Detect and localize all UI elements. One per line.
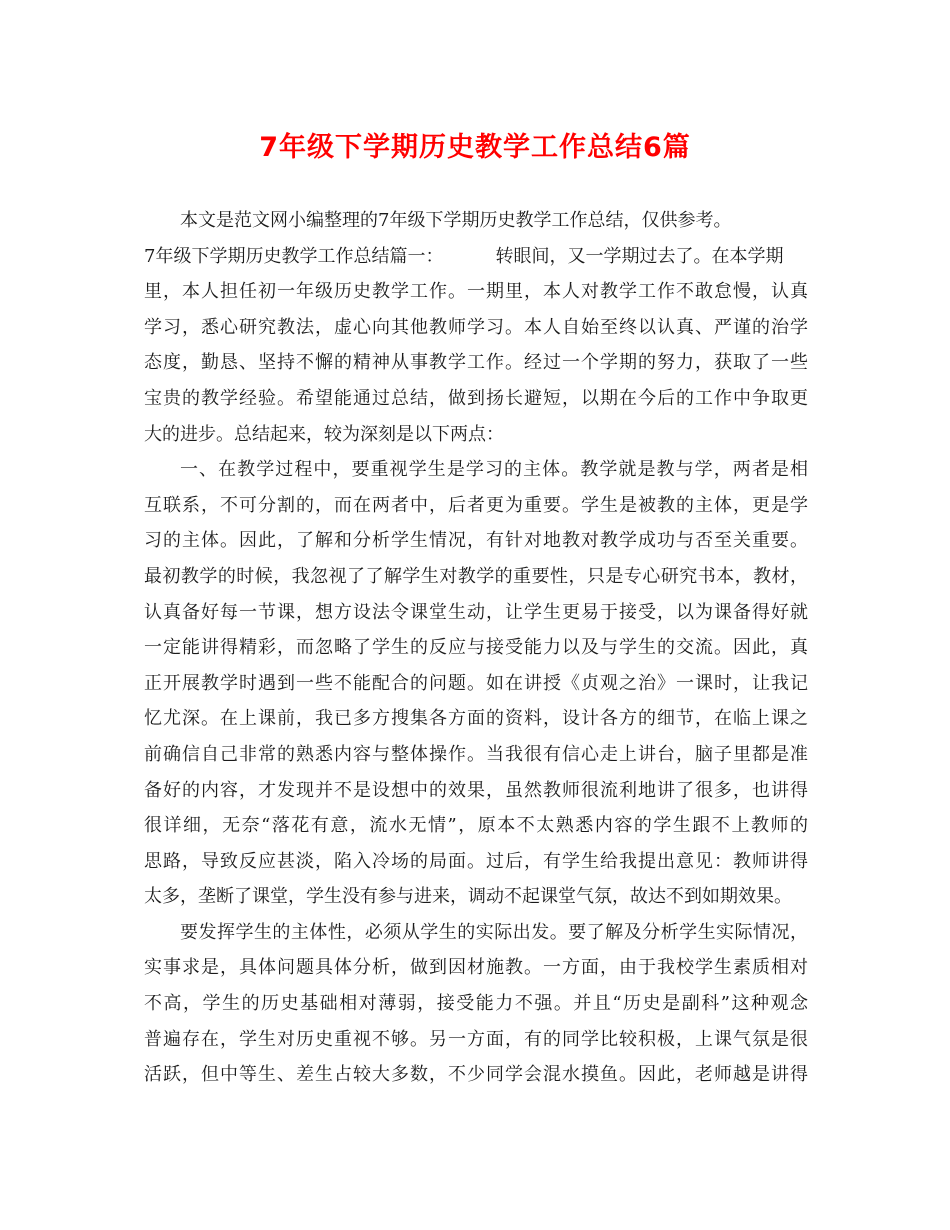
text-line: 思路，导致反应甚淡，陷入冷场的局面。过后，有学生给我提出意见：教师讲得 [144, 850, 808, 872]
text-line: 忆尤深。在上课前，我已多方搜集各方面的资料，设计各方的细节，在临上课之 [144, 708, 808, 730]
text-line: 习的主体。因此，了解和分析学生情况，有针对地教对教学成功与否至关重要。 [144, 530, 808, 552]
text-line: 态度，勤恳、坚持不懈的精神从事教学工作。经过一个学期的努力，获取了一些 [144, 352, 808, 374]
text-line: 学习，悉心研究教法，虚心向其他教师学习。本人自始至终以认真、严谨的治学 [144, 316, 808, 338]
text-line: 实事求是，具体问题具体分析，做到因材施教。一方面，由于我校学生素质相对 [144, 957, 808, 979]
text-line: 很详细，无奈“落花有意，流水无情”，原本不太熟悉内容的学生跟不上教师的 [144, 815, 808, 837]
text-line: 最初教学的时候，我忽视了了解学生对教学的重要性，只是专心研究书本，教材， [144, 565, 808, 587]
text-line: 互联系，不可分割的，而在两者中，后者更为重要。学生是被教的主体，更是学 [144, 494, 808, 516]
text-line: 备好的内容，才发现并不是设想中的效果，虽然教师很流利地讲了很多，也讲得 [144, 779, 808, 801]
section-heading-line [144, 239, 808, 275]
text-line: 正开展教学时遇到一些不能配合的问题。如在讲授《贞观之治》一课时，让我记 [144, 672, 808, 694]
text-line: 大的进步。总结起来，较为深刻是以下两点： [144, 423, 504, 445]
text-line: 要发挥学生的主体性，必须从学生的实际出发。要了解及分析学生实际情况， [180, 921, 808, 943]
section-heading: 7年级下学期历史教学工作总结篇一： [144, 245, 444, 267]
document-body [144, 203, 808, 1093]
text-line: 宝贵的教学经验。希望能通过总结，做到扬长避短，以期在今后的工作中争取更 [144, 387, 808, 409]
text-line: 一、在教学过程中，要重视学生是学习的主体。教学就是教与学，两者是相 [180, 459, 808, 481]
text-line: 太多，垄断了课堂，学生没有参与进来，调动不起课堂气氛，故达不到如期效果。 [144, 886, 792, 908]
text-line: 活跃，但中等生、差生占较大多数，不少同学会混水摸鱼。因此，老师越是讲得 [144, 1064, 808, 1086]
paragraph-start: 转眼间，又一学期过去了。在本学期 [495, 245, 784, 267]
text-line: 不高，学生的历史基础相对薄弱，接受能力不强。并且“历史是副科”这种观念 [144, 993, 808, 1015]
text-line: 普遍存在，学生对历史重视不够。另一方面，有的同学比较积极，上课气氛是很 [144, 1028, 808, 1050]
text-line: 前确信自己非常的熟悉内容与整体操作。当我很有信心走上讲台，脑子里都是准 [144, 743, 808, 765]
intro-line: 本文是范文网小编整理的7年级下学期历史教学工作总结，仅供参考。 [180, 210, 732, 231]
document-title: 7年级下学期历史教学工作总结6篇 [259, 132, 691, 163]
text-line: 里，本人担任初一年级历史教学工作。一期里，本人对教学工作不敢怠慢，认真 [144, 281, 808, 303]
text-line: 一定能讲得精彩，而忽略了学生的反应与接受能力以及与学生的交流。因此，真 [144, 637, 808, 659]
text-line: 认真备好每一节课，想方设法令课堂生动，让学生更易于接受，以为课备得好就 [144, 601, 808, 623]
